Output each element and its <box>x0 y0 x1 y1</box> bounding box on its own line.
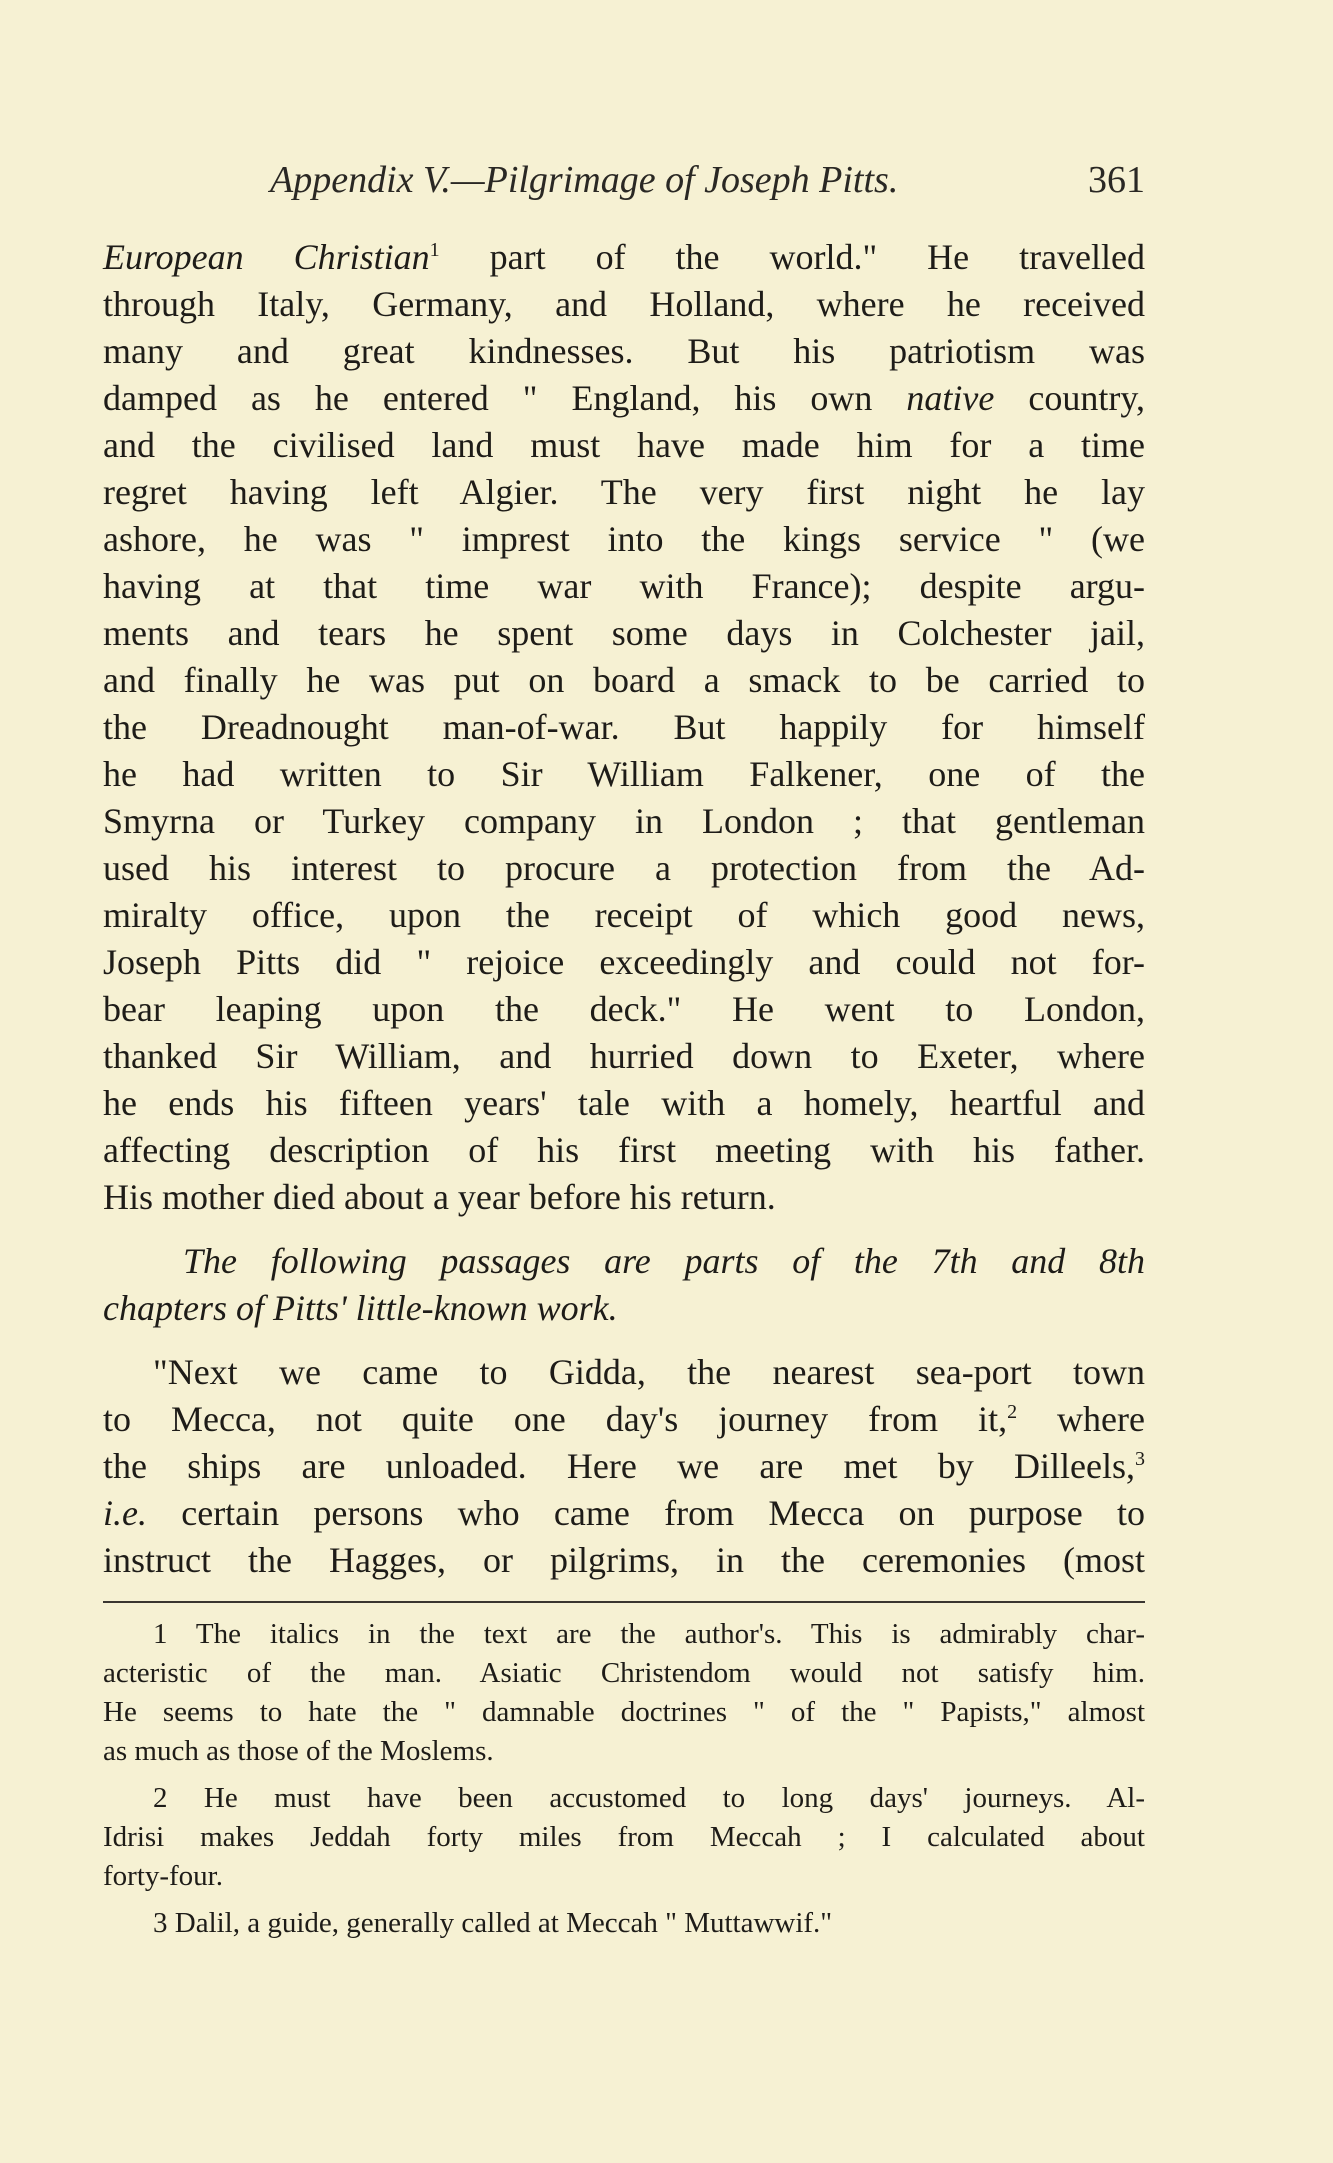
text-line: having at that time war with France); despite argu- <box>103 566 1145 606</box>
text-line: regret having left Algier. The very first night he lay <box>103 472 1145 512</box>
footnote-line: 1 The italics in the text are the author's. This is admirably char- <box>153 1618 1145 1650</box>
text-run: part of the world." He travelled <box>439 237 1145 277</box>
paragraph-gap <box>103 1332 1145 1349</box>
text-line <box>103 1238 1145 1285</box>
text-line: used his interest to procure a protection from the Ad- <box>103 848 1145 888</box>
paragraph-1 <box>103 234 1145 1221</box>
text-line: and finally he was put on board a smack to be carried to <box>103 660 1145 700</box>
footnote-2 <box>103 1779 1145 1896</box>
text-run: to Mecca, not quite one day's journey from it, <box>103 1399 1008 1439</box>
italic-text: i.e. <box>103 1493 147 1533</box>
italic-text: The following passages are parts of the 7th and 8th <box>183 1241 1145 1281</box>
italic-text: chapters of Pitts' little-known work. <box>103 1288 618 1328</box>
footnote-line: forty-four. <box>103 1860 223 1892</box>
footnote-line: Idrisi makes Jeddah forty miles from Meccah ; I calculated about <box>103 1821 1145 1853</box>
running-title: Appendix V.—Pilgrimage of Joseph Pitts. <box>270 159 899 201</box>
text-run: certain persons who came from Mecca on purpose to <box>146 1493 1145 1533</box>
text-line: thanked Sir William, and hurried down to Exeter, where <box>103 1036 1145 1076</box>
page-number: 361 <box>1088 159 1145 201</box>
text-line: Smyrna or Turkey company in London ; that gentleman <box>103 801 1145 841</box>
text-line <box>103 1396 1145 1443</box>
text-line <box>103 234 1145 281</box>
text-line: bear leaping upon the deck." He went to London, <box>103 989 1145 1029</box>
paragraph-2 <box>103 1238 1145 1332</box>
footnote-line: as much as those of the Moslems. <box>103 1735 494 1767</box>
text-line: through Italy, Germany, and Holland, where he received <box>103 284 1145 324</box>
text-line: ashore, he was " imprest into the kings service " (we <box>103 519 1145 559</box>
italic-text: European Christian <box>103 237 430 277</box>
text-line <box>103 1285 1145 1332</box>
text-line: and the civilised land must have made him for a time <box>103 425 1145 465</box>
text-line: he ends his fifteen years' tale with a homely, heartful and <box>103 1083 1145 1123</box>
footnotes <box>103 1615 1145 1943</box>
text-run: country, <box>994 378 1145 418</box>
footnote-1 <box>103 1615 1145 1771</box>
text-run: where <box>1017 1399 1145 1439</box>
text-run: damped as he entered " England, his own <box>103 378 907 418</box>
footnote-line: 3 Dalil, a guide, generally called at Meccah " Muttawwif." <box>153 1907 833 1939</box>
running-head <box>103 154 1145 206</box>
footnote-line: 2 He must have been accustomed to long days' journeys. Al- <box>153 1782 1145 1814</box>
text-line: the Dreadnought man-of-war. But happily for himself <box>103 707 1145 747</box>
text-line: affecting description of his first meeting with his father. <box>103 1130 1145 1170</box>
text-line <box>103 1490 1145 1537</box>
text-line: His mother died about a year before his return. <box>103 1177 776 1217</box>
text-line: "Next we came to Gidda, the nearest sea-port town <box>153 1352 1145 1392</box>
text-run: the ships are unloaded. Here we are met by Dilleels, <box>103 1446 1135 1486</box>
text-line: many and great kindnesses. But his patriotism was <box>103 331 1145 371</box>
footnote-3 <box>103 1904 1145 1943</box>
footnote-gap <box>103 1896 1145 1904</box>
text-line <box>103 1443 1145 1490</box>
footnote-line: acteristic of the man. Asiatic Christendom would not satisfy him. <box>103 1657 1145 1689</box>
text-line: ments and tears he spent some days in Colchester jail, <box>103 613 1145 653</box>
body-text <box>103 234 1145 1584</box>
italic-text: native <box>906 378 995 418</box>
footnote-ref: 3 <box>1135 1448 1145 1470</box>
text-line: he had written to Sir William Falkener, one of the <box>103 754 1145 794</box>
paragraph-3 <box>103 1349 1145 1584</box>
footnote-ref: 2 <box>1007 1401 1018 1423</box>
footnote-rule <box>103 1601 1145 1603</box>
text-line <box>103 375 1145 422</box>
text-line: miralty office, upon the receipt of which good news, <box>103 895 1145 935</box>
footnote-ref: 1 <box>429 239 440 261</box>
footnote-line: He seems to hate the " damnable doctrines " of the " Papists," almost <box>103 1696 1145 1728</box>
text-line: Joseph Pitts did " rejoice exceedingly and could not for- <box>103 942 1145 982</box>
text-line: instruct the Hagges, or pilgrims, in the ceremonies (most <box>103 1540 1145 1580</box>
paragraph-gap <box>103 1221 1145 1238</box>
footnote-gap <box>103 1771 1145 1779</box>
